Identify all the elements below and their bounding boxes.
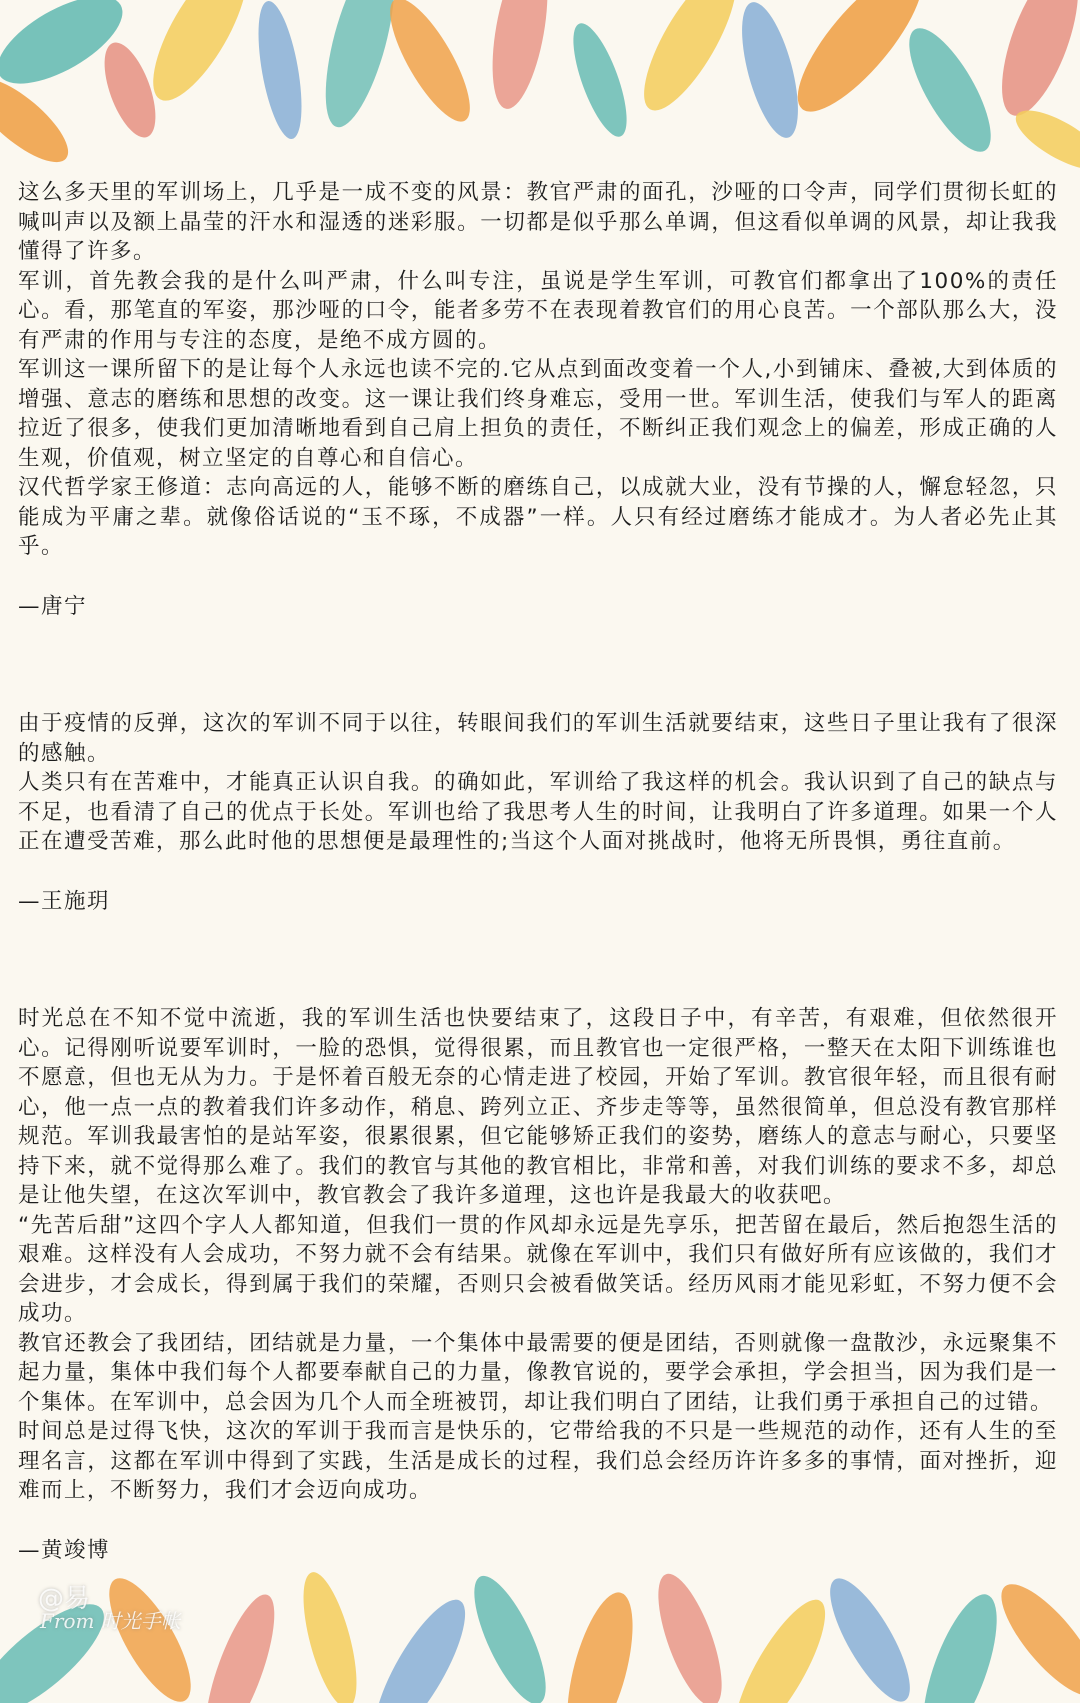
essay-divider	[18, 916, 1058, 1004]
essay-paragraph: 军训，首先教会我的是什么叫严肃，什么叫专注，虽说是学生军训，可教官们都拿出了100%的责任心。看，那笔直的军姿，那沙哑的口令，能者多劳不在表现着教官们的用心良苦。一个部队那么大，没有严肃的作用与专注的态度，是绝不成方圆的。	[18, 268, 1058, 353]
essay-paragraph: 由于疫情的反弹，这次的军训不同于以往，转眼间我们的军训生活就要结束，这些日子里让我有了很深的感触。	[18, 711, 1058, 766]
essay-3	[18, 1004, 1058, 1565]
essay-paragraph: 时间总是过得飞快，这次的军训于我而言是快乐的，它带给我的不只是一些规范的动作，还有人生的至理名言，这都在军训中得到了实践，生活是成长的过程，我们总会经历许许多多的事情，面对挫折，迎难而上，不断努力，我们才会迈向成功。	[18, 1419, 1058, 1503]
author-signature: —唐宁	[18, 593, 88, 619]
essay-paragraph: 汉代哲学家王修道：志向高远的人，能够不断的磨练自己，以成就大业，没有节操的人，懈怠轻忽，只能成为平庸之辈。就像俗话说的“玉不琢，不成器”一样。人只有经过磨练才能成才。为人者必先止其乎。	[18, 475, 1058, 559]
essay-paragraph: “先苦后甜”这四个字人人都知道，但我们一贯的作风却永远是先享乐，把苦留在最后，然后抱怨生活的艰难。这样没有人会成功，不努力就不会有结果。就像在军训中，我们只有做好所有应该做的，我们才会进步，才会成长，得到属于我们的荣耀，否则只会被看做笑话。经历风雨才能见彩虹，不努力便不会成功。	[18, 1212, 1058, 1326]
essay-divider	[18, 621, 1058, 709]
essay-paragraph: 军训这一课所留下的是让每个人永远也读不完的.它从点到面改变着一个人,小到铺床、叠被,大到体质的增强、意志的磨练和思想的改变。这一课让我们终身难忘，受用一世。军训生活，使我们与军人的距离拉近了很多，使我们更加清晰地看到自己肩上担负的责任，不断纠正我们观念上的偏差，形成正确的人生观，价值观，树立坚定的自尊心和自信心。	[18, 357, 1058, 471]
essay-paragraph: 时光总在不知不觉中流逝，我的军训生活也快要结束了，这段日子中，有辛苦，有艰难，但依然很开心。记得刚听说要军训时，一脸的恐惧，觉得很累，而且教官也一定很严格，一整天在太阳下训练谁也不愿意，但也无从为力。于是怀着百般无奈的心情走进了校园，开始了军训。教官很年轻，而且很有耐心，他一点一点的教着我们许多动作，稍息、跨列立正、齐步走等等，虽然很简单，但总没有教官那样规范。军训我最害怕的是站军姿，很累很累，但它能够矫正我们的姿势，磨练人的意志与耐心，只要坚持下来，就不觉得那么难了。我们的教官与其他的教官相比，非常和善，对我们训练的要求不多，却总是让他失望，在这次军训中，教官教会了我许多道理，这也许是我最大的收获吧。	[18, 1006, 1058, 1208]
essay-content	[18, 178, 1058, 1565]
essay-2	[18, 709, 1058, 916]
essay-paragraph: 人类只有在苦难中，才能真正认识自我。的确如此，军训给了我这样的机会。我认识到了自己的缺点与不足，也看清了自己的优点于长处。军训也给了我思考人生的时间，让我明白了许多道理。如果一个人正在遭受苦难，那么此时他的思想便是最理性的;当这个人面对挑战时，他将无所畏惧，勇往直前。	[18, 770, 1058, 854]
watermark-source: From 时光手帐	[40, 1609, 181, 1633]
essay-paragraph: 这么多天里的军训场上，几乎是一成不变的风景：教官严肃的面孔，沙哑的口令声，同学们贯彻长虹的喊叫声以及额上晶莹的汗水和湿透的迷彩服。一切都是似乎那么单调，但这看似单调的风景，却让我我懂得了许多。	[18, 180, 1058, 264]
author-signature: —王施玥	[18, 888, 111, 914]
leaf-border-top	[0, 0, 1080, 200]
author-signature: —黄竣博	[18, 1537, 111, 1563]
essay-1	[18, 178, 1058, 621]
watermark-logo: @易	[38, 1584, 91, 1614]
essay-paragraph: 教官还教会了我团结，团结就是力量，一个集体中最需要的便是团结，否则就像一盘散沙，永远聚集不起力量，集体中我们每个人都要奉献自己的力量，像教官说的，要学会承担，学会担当，因为我们是一个集体。在军训中，总会因为几个人而全班被罚，却让我们明白了团结，让我们勇于承担自己的过错。	[18, 1330, 1058, 1415]
